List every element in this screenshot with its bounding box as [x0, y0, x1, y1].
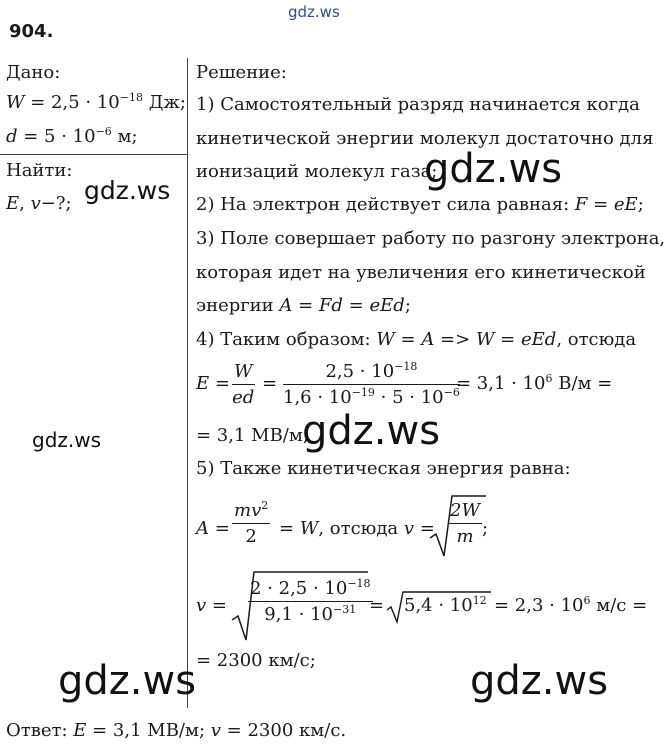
solution-line-7: энергии A = Fd = eEd; — [196, 295, 411, 316]
eq2-fraction — [232, 500, 270, 547]
eq2-r-den: m — [456, 526, 474, 547]
eq1-f1-den: ed — [232, 387, 255, 408]
eq1-rhs: = $3,1 \cdot 10^6$ В/м = — [456, 372, 613, 394]
solution-line-2: кинетической энергии молекул достаточно для — [196, 128, 654, 149]
solution-line-10: 5) Также кинетическая энергия равна: — [196, 458, 571, 479]
solution-heading: Решение: — [196, 62, 287, 83]
watermark: gdz.ws — [302, 408, 441, 454]
find-line: E, v−?; — [6, 193, 72, 214]
eq1-lhs: E = — [196, 373, 230, 394]
solution-line-1: 1) Самостоятельный разряд начинается когда — [196, 94, 640, 115]
task-number: 904. — [9, 21, 54, 42]
watermark: gdz.ws — [32, 428, 102, 452]
eq2-mid: = W, отсюда v = — [279, 518, 435, 539]
solution-line-5: 3) Поле совершает работу по разгону электрона, — [196, 228, 665, 249]
eq2-f-num: $mv^2$ — [234, 499, 269, 521]
eq1-f1-num: W — [234, 361, 253, 382]
watermark: gdz.ws — [470, 658, 609, 704]
eq2-r-num: 2W — [450, 500, 480, 521]
horizontal-divider — [0, 154, 188, 155]
eq1-f2-den: $1,6 \cdot 10^{-19} \cdot 5 \cdot 10^{-6}$ — [283, 386, 460, 408]
vertical-divider — [187, 58, 188, 708]
solution-line-9: = 3,1 МВ/м; — [196, 425, 309, 446]
eq1-f2-num: $2,5 \cdot 10^{-18}$ — [325, 360, 418, 382]
solution-line-11: = 2300 км/с; — [196, 650, 316, 671]
eq2-end: ; — [482, 518, 489, 539]
watermark: gdz.ws — [424, 146, 563, 192]
eq3-r-num: $2 \cdot 2,5 \cdot 10^{-18}$ — [250, 577, 371, 599]
eq2-lhs: A = — [196, 518, 230, 539]
answer-line: Ответ: E = 3,1 МВ/м; v = 2300 км/с. — [6, 720, 347, 741]
watermark: gdz.ws — [58, 658, 197, 704]
eq1-fraction-1 — [232, 361, 255, 408]
given-heading: Дано: — [6, 62, 61, 83]
eq1-fraction-2 — [283, 361, 460, 408]
eq3-sqrt-arg: $5,4 \cdot 10^{12}$ — [404, 594, 487, 616]
watermark-top: gdz.ws — [288, 3, 340, 21]
eq2-f-den: 2 — [245, 526, 257, 547]
eq1-equals: = — [262, 373, 278, 394]
solution-line-4: 2) На электрон действует сила равная: F = eE; — [196, 194, 644, 215]
solution-line-8: 4) Таким образом: W = A => W = eEd, отсюда — [196, 329, 637, 350]
given-line-2: $d = 5 \cdot 10^{-6}$ м; — [6, 125, 138, 147]
watermark: gdz.ws — [84, 176, 171, 205]
given-line-1: $W = 2,5 \cdot 10^{-18}$ Дж; — [6, 91, 186, 113]
eq3-mid: = — [369, 595, 385, 616]
eq3-rhs: = $2,3 \cdot 10^6$ м/с = — [494, 594, 648, 616]
eq2-sqrt-fraction — [448, 500, 482, 547]
eq3-lhs: v = — [196, 595, 227, 616]
solution-line-3: ионизаций молекул газа; — [196, 161, 438, 182]
eq3-r-den: $9,1 \cdot 10^{-31}$ — [264, 603, 357, 625]
find-heading: Найти: — [6, 160, 73, 181]
eq3-sqrt-fraction — [248, 578, 373, 625]
solution-line-6: которая идет на увеличения его кинетической — [196, 262, 646, 283]
